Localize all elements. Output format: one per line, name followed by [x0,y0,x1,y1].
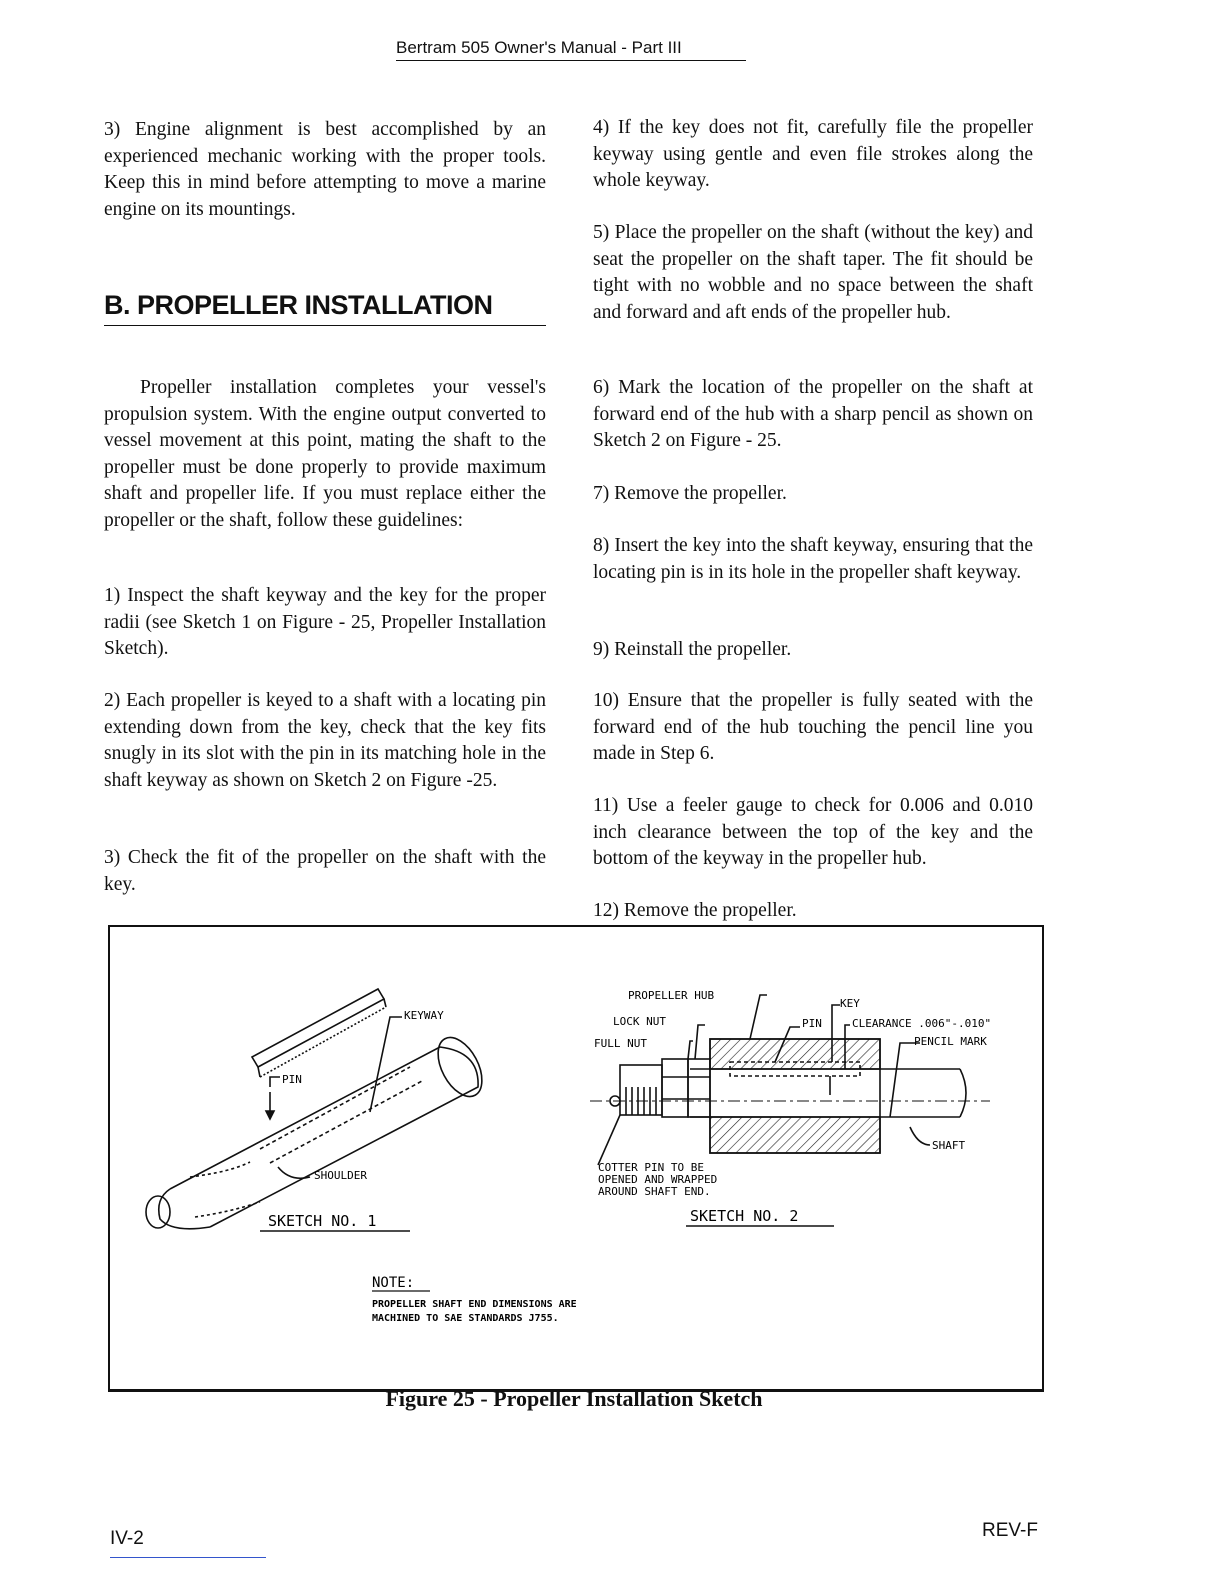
sketch-1-pin-label: PIN [282,1073,302,1086]
paragraph-step-11: 11) Use a feeler gauge to check for 0.006 and 0.010 inch clearance between the top of the key and the bottom of the keyway in the propeller hub. [593,795,1033,869]
sketch-2-cotter-line-3: AROUND SHAFT END. [598,1185,711,1198]
sketch-2-pin-label: PIN [802,1017,822,1030]
sketch-2-title: SKETCH NO. 2 [690,1207,799,1225]
note-line-1: PROPELLER SHAFT END DIMENSIONS ARE [372,1299,577,1310]
note-title: NOTE: [372,1275,415,1291]
paragraph-step-10: 10) Ensure that the propeller is fully seated with the forward end of the hub touching the pencil line you made in Step 6. [593,690,1033,764]
sketch-2-pencil-mark-label: PENCIL MARK [914,1035,987,1048]
footer-divider [110,1557,266,1558]
sketch-1-drawing [146,989,491,1229]
paragraph-step-3: 3) Check the fit of the propeller on the shaft with the key. [104,847,546,895]
sketch-1-shoulder-label: SHOULDER [314,1169,367,1182]
sketch-2-cotter-line-1: COTTER PIN TO BE [598,1161,704,1174]
page-header: Bertram 505 Owner's Manual - Part III [396,38,746,61]
sketch-2-shaft-label: SHAFT [932,1139,966,1152]
paragraph-intro: Propeller installation completes your vessel's propulsion system. With the engine output converted to vessel movement at this point, mating the shaft to the propeller must be done properly to provide maximum shaft and propeller life. If you must replace either the propeller or the shaft, follow these guidelines: [104,377,546,531]
sketch-2-clearance-label: CLEARANCE .006"-.010" [852,1017,992,1030]
sketch-2-key-label: KEY [840,997,860,1010]
revision-label: REV-F [982,1520,1038,1541]
paragraph-step-12: 12) Remove the propeller. [593,900,797,921]
figure-frame [108,925,1044,1392]
sketch-2-propeller-hub-label: PROPELLER HUB [628,989,715,1002]
paragraph-step-6: 6) Mark the location of the propeller on the shaft at forward end of the hub with a sharp pencil as shown on Sketch 2 on Figure - 25. [593,377,1033,451]
sketch-2-full-nut-label: FULL NUT [594,1037,647,1050]
page-number: IV-2 [110,1528,144,1549]
paragraph-step-1: 1) Inspect the shaft keyway and the key for the proper radii (see Sketch 1 on Figure - 25, Propeller Installation Sketch). [104,585,546,659]
sketch-2-lock-nut-label: LOCK NUT [613,1015,666,1028]
paragraph-step-7: 7) Remove the propeller. [593,483,787,504]
sketch-1-keyway-label: KEYWAY [404,1009,444,1022]
note-line-2: MACHINED TO SAE STANDARDS J755. [372,1313,559,1324]
paragraph-step-2: 2) Each propeller is keyed to a shaft with a locating pin extending down from the key, check that the key fits snugly in its slot with the pin in its matching hole in the shaft keyway as shown on Sketch 2 on Figure -25. [104,690,546,791]
paragraph-step-4: 4) If the key does not fit, carefully file the propeller keyway using gentle and even file strokes along the whole keyway. [593,117,1033,191]
figure-caption: Figure 25 - Propeller Installation Sketch [385,1386,763,1411]
paragraph-engine-alignment: 3) Engine alignment is best accomplished by an experienced mechanic working with the proper tools. Keep this in mind before attempting to move a marine engine on its mountings. [104,119,546,220]
paragraph-step-5: 5) Place the propeller on the shaft (without the key) and seat the propeller on the shaft taper. The fit should be tight with no wobble and no space between the shaft and forward and aft ends of the propeller hub. [593,222,1033,323]
paragraph-step-8: 8) Insert the key into the shaft keyway, ensuring that the locating pin is in its hole in the propeller shaft keyway. [593,535,1033,583]
paragraph-step-9: 9) Reinstall the propeller. [593,639,792,660]
section-title: B. PROPELLER INSTALLATION [104,290,546,326]
sketch-2-cotter-line-2: OPENED AND WRAPPED [598,1173,718,1186]
sketch-1-title: SKETCH NO. 1 [268,1212,377,1230]
propeller-installation-sketch [110,927,1042,1389]
